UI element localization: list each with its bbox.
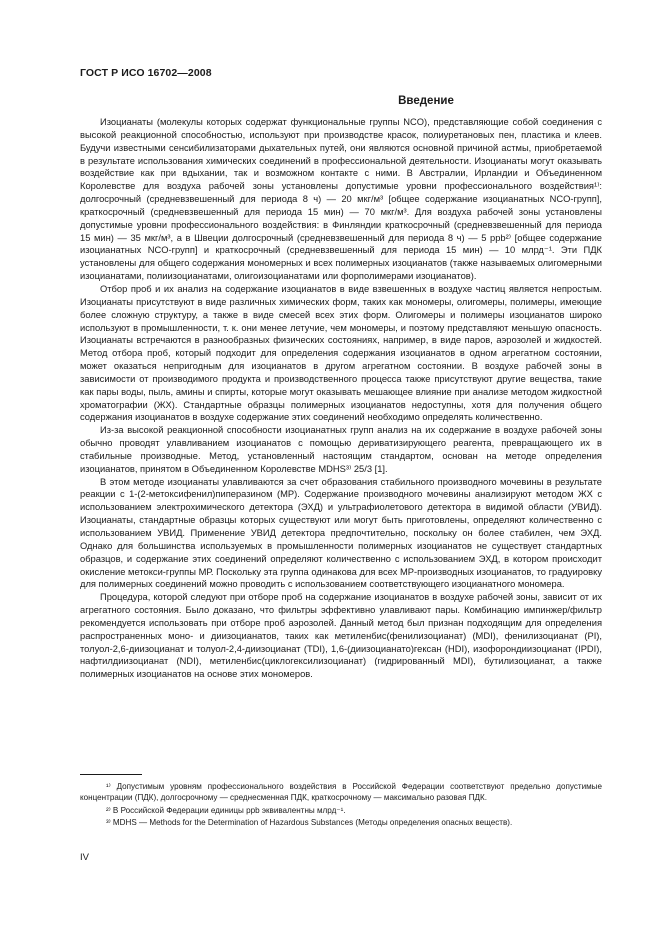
paragraph: В этом методе изоцианаты улавливаются за счет образования стабильного производного мочевины в результате реакции с 1-(2-метоксифенил)пиперазином (МР). Содержание производного мочевины анализируют методом ЖХ с использованием электрохимического детектора (ЭХД) и ультрафиолетового детектора в видимой области (УВИД). Изоцианаты, стандартные образцы которых существуют или могут быть приготовлены, определяют количественно с использованием УВИД. Применение УВИД детектора предпочтительно, поскольку он более стабилен, чем ЭХД. Однако для большинства используемых в промышленности полимерных изоцианатов не существует стандартных образцов, и содержание этих соединений определяют количественно с использованием ЭХД, в котором происходит окисление метокси-группы МР. Поскольку эта группа одинакова для всех МР-производных изоцианатов, то градуировку для полимерных соединений можно проводить с использованием соответствующего изоцианатного мономера.: [80, 476, 602, 590]
section-title: Введение: [398, 95, 454, 107]
page-number: IV: [80, 852, 89, 863]
standard-code-header: ГОСТ Р ИСО 16702—2008: [80, 67, 212, 79]
footnote: ¹⁾ Допустимым уровням профессионального воздействия в Российской Федерации соответствуют предельно допустимые концентрации (ПДК), долгосрочному — среднесменная ПДК, краткосрочному — максимально разовая ПДК.: [80, 782, 602, 803]
paragraph: Из-за высокой реакционной способности изоцианатных групп анализ на их содержание в воздухе рабочей зоны обычно проводят улавливанием изоцианатов с помощью дериватизирующего реагента, превращающего их в стабильные производные. Метод, установленный настоящим стандартом, основан на методе определения изоцианатов, принятом в Объединенном Королевстве MDHS³⁾ 25/3 [1].: [80, 425, 602, 474]
paragraph: Процедура, которой следуют при отборе проб на содержание изоцианатов в воздухе рабочей зоны, зависит от их агрегатного состояния. Было доказано, что фильтры эффективно улавливают пары. Комбинацию импинжер/фильтр рекомендуется использовать при отборе проб аэрозолей. Данный метод был признан подходящим для определения распространенных моно- и диизоцианатов, таких как метиленбис(фенилизоцианат) (MDI), фенилизоцианат (PI), толуол-2,6-диизоцианат и толуол-2,4-диизоцианат (TDI), 1,6-(диизоцианато)гексан (HDI), изофорондиизоцианат (IPDI), нафтилдиизоцианат (NDI), метиленбис(циклогексилизоцианат) (гидрированный MDI), бутилизоцианат, а также полимерных изоцианатов на основе этих мономеров.: [80, 592, 602, 680]
paragraph: Отбор проб и их анализ на содержание изоцианатов в виде взвешенных в воздухе частиц является непростым. Изоцианаты присутствуют в виде различных химических форм, таких как мономеры, олигомеры, полимеры, имеющие более сложную структуру, а также в виде смесей всех этих форм. Олигомеры и полимеры изоцианатов широко используют в промышленности, т. к. они менее летучие, чем мономеры, и поэтому представляют меньшую опасность. Изоцианаты встречаются в разнообразных физических состояниях, например, в виде паров, аэрозолей и жидкостей. Метод отбора проб, который подходит для определения содержания изоцианатов в одном агрегатном состоянии, может оказаться непригодным для изоцианатов в другом агрегатном состоянии. В воздухе рабочей зоны в зависимости от производимого продукта и производственного процесса также присутствуют другие вещества, такие как пары воды, пыль, амины и спирты, которые могут оказывать мешающее влияние при анализе методом жидкостной хроматографии (ЖХ). Стандартные образцы полимерных изоцианатов недоступны, хотя для получения общего содержания изоцианатов в воздухе содержание этих соединений необходимо определять количественно.: [80, 283, 602, 423]
footnote-divider: [80, 774, 142, 775]
footnotes: [80, 781, 602, 830]
body-text: [80, 116, 602, 681]
footnote: ³⁾ MDHS — Methods for the Determination of Hazardous Substances (Методы определения опасных веществ).: [106, 818, 513, 828]
paragraph: Изоцианаты (молекулы которых содержат функциональные группы NCO), представляющие собой соединения с высокой реакционной способностью, используют при производстве красок, полиуретановых пен, пластика и клеев. Будучи известными сенсибилизаторами дыхательных путей, они являются основной причиной астмы, приобретаемой в результате использования химических соединений в профессиональной деятельности. Изоцианаты могут оказывать воздействие как при вдыхании, так и возможном контакте с ними. В Австралии, Ирландии и Объединенном Королевстве для воздуха рабочей зоны установлены допустимые уровни профессионального воздействия¹⁾: долгосрочный (средневзвешенный для периода 8 ч) — 20 мкг/м³ [общее содержание изоцианатных NCO-групп], краткосрочный (средневзвешенный для периода 15 мин) — 70 мкг/м³. Для воздуха рабочей зоны установлены допустимые уровни профессионального воздействия: в Финляндии краткосрочный (средневзвешенный для периода 15 мин) — 35 мкг/м³, а в Швеции долгосрочный (средневзвешенный для периода 8 ч) — 5 ppb²⁾ [общее содержание изоцианатных NCO-групп] и краткосрочный (средневзвешенный для периода 15 мин) — 10 млрд⁻¹. Эти ПДК установлены для общего содержания мономерных и всех полимерных изоцианатов (также называемых олигомерными изоцианатами, полиизоцианатами, олигоизоцианатами или форполимерами изоцианатов).: [80, 117, 602, 282]
footnote: ²⁾ В Российской Федерации единицы ppb эквивалентны млрд⁻¹.: [106, 805, 346, 815]
